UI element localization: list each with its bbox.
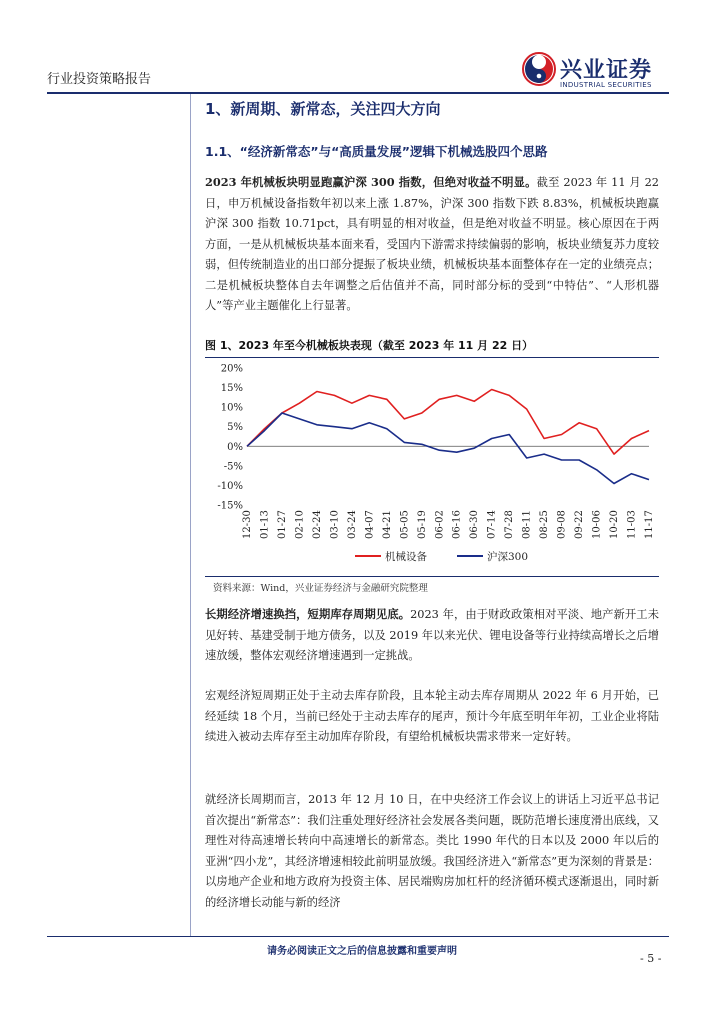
x-tick-label: 06-02: [434, 510, 446, 539]
x-tick-label: 10-06: [591, 510, 603, 539]
x-tick-label: 06-30: [469, 510, 481, 539]
x-tick-label: 09-08: [556, 510, 568, 539]
paragraph-3: 宏观经济短周期正处于主动去库存阶段，且本轮主动去库存周期从 2022 年 6 月开始，已经延续 18 个月，当前已经处于主动去库存的尾声，预计今年底至明年年初，工业企业将陆续进入被动去库存至主动加库存阶段，有望给机械板块需求带来一定好转。: [205, 689, 659, 743]
x-tick-label: 09-22: [574, 510, 586, 539]
figure-title: 图 1、2023 年至今机械板块表现（截至 2023 年 11 月 22 日）: [205, 337, 659, 358]
y-tick-label: 10%: [220, 402, 243, 414]
legend-label-0: 机械设备: [385, 551, 427, 563]
y-tick-label: 0%: [227, 441, 243, 453]
x-tick-label: 02-10: [294, 510, 306, 539]
x-tick-label: 07-28: [504, 510, 516, 539]
figure-bottom-rule: [205, 576, 659, 577]
x-tick-label: 04-21: [381, 510, 393, 539]
paragraph-2-body: 2023 年，由于财政政策相对平淡、地产新开工未见好转、基建受制于地方债务，以及 2019 年以来光伏、锂电设备等行业持续高增长之后增速放缓，整体宏观经济增速遇到一定挑战。: [205, 608, 659, 662]
subsection-heading: 1.1、“经济新常态”与“高质量发展”逻辑下机械选股四个思路: [205, 144, 548, 159]
x-tick-label: 05-05: [399, 510, 411, 539]
footer-rule: [47, 936, 669, 937]
y-tick-label: 20%: [220, 363, 243, 375]
y-tick-label: -10%: [217, 480, 243, 492]
logo-name: 兴业证券: [560, 58, 653, 83]
series-line-1: [247, 413, 649, 484]
disclaimer-note: 请务必阅读正文之后的信息披露和重要声明: [267, 946, 457, 957]
figure-source: 资料来源：Wind，兴业证券经济与金融研究院整理: [213, 583, 428, 594]
page-number: - 5 -: [640, 952, 662, 965]
x-tick-label: 03-24: [346, 510, 358, 539]
paragraph-1-body: 截至 2023 年 11 月 22 日，申万机械设备指数年初以来上涨 1.87%，沪深 300 指数下跌 8.83%，机械板块跑赢沪深 300 指数 10.71pct，具有明显的相对收益，但是绝对收益不明显。核心原因在于两方面，一是从机械板块基本面来看，受国内下游需求持续偏弱的影响，板块业绩复苏力度较弱，但传统制造业的出口部分提振了板块业绩，机械板块基本面整体存在一定的业绩亮点；二是机械板块整体自去年调整之后估值并不高，同时部分标的受到“中特估”、“人形机器人”等产业主题催化上行显著。: [205, 176, 659, 312]
x-tick-label: 03-10: [329, 510, 341, 539]
x-tick-label: 05-19: [416, 510, 428, 539]
logo-subtitle: INDUSTRIAL SECURITIES: [560, 81, 652, 89]
x-tick-label: 08-25: [539, 510, 551, 539]
report-category: 行业投资策略报告: [47, 72, 152, 87]
x-tick-label: 11-03: [626, 510, 638, 539]
header-rule: [47, 92, 669, 94]
x-tick-label: 01-27: [276, 510, 288, 539]
x-tick-label: 07-14: [486, 510, 498, 539]
x-tick-label: 06-16: [451, 510, 463, 539]
x-tick-label: 02-24: [311, 510, 323, 539]
x-tick-label: 08-11: [521, 510, 533, 539]
section-heading: 1、新周期、新常态，关注四大方向: [205, 100, 441, 118]
y-tick-label: -5%: [223, 461, 243, 473]
paragraph-1: [205, 172, 659, 317]
legend-label-1: 沪深300: [487, 551, 529, 563]
y-tick-label: 15%: [220, 383, 243, 395]
x-tick-label: 12-30: [242, 510, 253, 539]
paragraph-2-lead: 长期经济增速换挡，短期库存周期见底。: [205, 607, 411, 621]
y-tick-label: 5%: [227, 422, 243, 434]
line-chart: [205, 360, 659, 575]
paragraph-4: 就经济长周期而言，2013 年 12 月 10 日，在中央经济工作会议上的讲话上习近平总书记首次提出“新常态”：我们注重处理好经济社会发展各类问题，既防范增长速度滑出底线，又理性对待高速增长转向中高速增长的新常态。类比 1990 年代的日本以及 2000 年以后的亚洲“四小龙”，其经济增速相较此前明显放缓。我国经济进入“新常态”更为深刻的背景是：以房地产企业和地方政府为投资主体、居民端购房加杠杆的经济循环模式逐渐退出，同时新的经济增长动能与新的经济: [205, 793, 659, 909]
y-tick-label: -15%: [217, 500, 243, 512]
left-margin-rule: [190, 94, 191, 936]
logo-swirl-icon: [522, 52, 556, 86]
x-tick-label: 11-17: [644, 510, 655, 539]
x-tick-label: 10-20: [609, 510, 621, 539]
x-tick-label: 04-07: [364, 510, 376, 539]
company-logo: [522, 52, 667, 92]
paragraph-2: [205, 604, 659, 667]
paragraph-1-lead: 2023 年机械板块明显跑赢沪深 300 指数，但绝对收益不明显。: [205, 175, 537, 189]
x-tick-label: 01-13: [259, 510, 271, 539]
